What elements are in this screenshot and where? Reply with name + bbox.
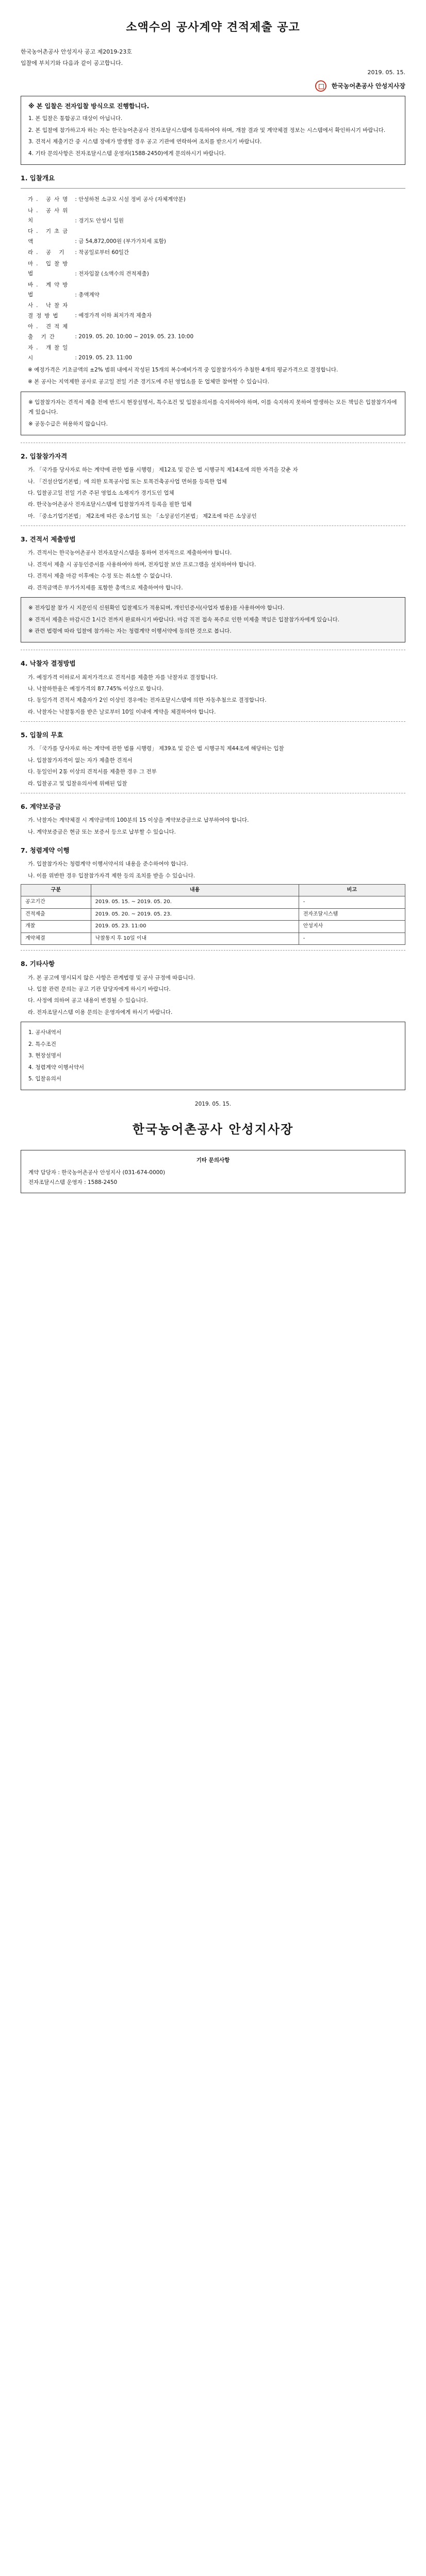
- intro-line: 입찰에 부치기와 다음과 같이 공고합니다.: [21, 60, 123, 67]
- caution-line: ※ 입찰참가자는 견적서 제출 전에 반드시 현장설명서, 특수조건 및 입찰유의서를 숙지하여야 하며, 이를 숙지하지 못하여 발생하는 모든 책임은 입찰참가자에게 있습니다.: [28, 399, 397, 416]
- list-item: 다. 견적서 제출 마감 이후에는 수정 또는 취소할 수 없습니다.: [28, 573, 173, 580]
- table-cell: 개찰: [21, 921, 91, 933]
- list-item: 라. 전자조달시스템 이용 문의는 운영자에게 하시기 바랍니다.: [28, 1009, 173, 1015]
- notice-box-line: 3. 견적서 제출기간 중 시스템 장애가 발생할 경우 공고 기관에 연락하여 조치를 받으시기 바랍니다.: [28, 139, 262, 145]
- list-item: 나. 이를 위반한 경우 입찰참가자격 제한 등의 조치를 받을 수 있습니다.: [28, 872, 195, 879]
- list-item: 다. 입찰공고일 전일 기준 주된 영업소 소재지가 경기도인 업체: [28, 490, 174, 497]
- list-item: 나. 계약보증금은 현금 또는 보증서 등으로 납부할 수 있습니다.: [28, 828, 176, 835]
- table-row: [21, 921, 405, 933]
- list-item: 다. 동일인이 2통 이상의 견적서를 제출한 경우 그 전부: [28, 769, 157, 775]
- list-item: 가. 예정가격 이하로서 최저가격으로 견적서를 제출한 자를 낙찰자로 결정합니다.: [28, 674, 218, 681]
- contact-box: [21, 1150, 405, 1193]
- table-cell: 2019. 05. 23. 11:00: [91, 921, 299, 933]
- list-item: 가. 견적서는 한국농어촌공사 전자조달시스템을 통하여 전자적으로 제출하여야 합니다.: [28, 550, 232, 556]
- table-cell: 계약체결: [21, 933, 91, 945]
- list-item: 나. 입찰참가자격이 없는 자가 제출한 견적서: [28, 757, 133, 764]
- list-item: 가. 본 공고에 명시되지 않은 사항은 관계법령 및 공사 규정에 따릅니다.: [28, 974, 195, 981]
- section-heading: 3. 견적서 제출방법: [21, 535, 76, 544]
- notice-date: 2019. 05. 15.: [367, 69, 405, 76]
- section-heading: 8. 기타사항: [21, 960, 55, 968]
- warning-line: ※ 전자입찰 참가 시 지문인식 신원확인 입찰제도가 적용되며, 개인인증서(사업자 범용)를 사용하여야 합니다.: [28, 605, 285, 612]
- overview-row: 다. 기초금액 : 금 54,872,000원 (부가가치세 포함): [28, 228, 166, 245]
- section-heading: 4. 낙찰자 결정방법: [21, 659, 76, 668]
- table-cell: -: [299, 933, 405, 945]
- warning-box: [21, 597, 405, 642]
- list-item: 가. 입찰참가자는 청렴계약 이행서약서의 내용을 준수하여야 합니다.: [28, 861, 188, 868]
- attachment-item: 4. 청렴계약 이행서약서: [28, 1064, 84, 1071]
- section-heading: 1. 입찰개요: [21, 174, 55, 182]
- table-cell: 견적제출: [21, 908, 91, 921]
- divider: [21, 950, 405, 951]
- award-list: [21, 673, 405, 718]
- overview-note: ※ 예정가격은 기초금액의 ±2% 범위 내에서 작성된 15개의 복수예비가격 중 입찰참가자가 추첨한 4개의 평균가격으로 결정합니다.: [28, 366, 338, 373]
- overview-row: 라. 공 기 : 착공일로부터 60일간: [28, 249, 129, 256]
- section-heading: 7. 청렴계약 이행: [21, 846, 70, 854]
- page-title: 소액수의 공사계약 견적제출 공고: [126, 21, 300, 34]
- list-item: 라. 낙찰자는 낙찰통지를 받은 날로부터 10일 이내에 계약을 체결하여야 합니다.: [28, 708, 216, 715]
- list-item: 마. 「중소기업기본법」 제2조에 따른 중소기업 또는 「소상공인기본법」 제2조에 따른 소상공인: [28, 513, 257, 519]
- overview-row: 바. 계약방법 : 총액계약: [28, 281, 100, 298]
- list-item: 가. 낙찰자는 계약체결 시 계약금액의 100분의 15 이상을 계약보증금으로 납부하여야 합니다.: [28, 817, 249, 824]
- notice-box-line: 1. 본 입찰은 통합공고 대상이 아닙니다.: [28, 115, 123, 122]
- section-heading: 6. 계약보증금: [21, 803, 61, 811]
- overview-list: [21, 195, 405, 363]
- schedule-table: [21, 884, 405, 945]
- closing-block: [21, 1099, 405, 1141]
- warning-line: ※ 견적서 제출은 마감시간 1시간 전까지 완료하시기 바랍니다. 마감 직전 접속 폭주로 인한 미제출 책임은 입찰참가자에게 있습니다.: [28, 616, 339, 623]
- list-item: 가. 「국가를 당사자로 하는 계약에 관한 법률 시행령」 제12조 및 같은 법 시행규칙 제14조에 의한 자격을 갖춘 자: [28, 467, 298, 473]
- table-cell: 전자조달시스템: [299, 908, 405, 921]
- seal-icon: [315, 80, 326, 92]
- overview-row: 자. 개찰일시 : 2019. 05. 23. 11:00: [28, 345, 132, 361]
- table-header: 비고: [299, 884, 405, 896]
- contact-title: 기타 문의사항: [196, 1157, 230, 1164]
- notice-box-title: ※ 본 입찰은 전자입찰 방식으로 진행합니다.: [28, 103, 150, 110]
- contact-line: 계약 담당자 : 한국농어촌공사 안성지사 (031-674-0000): [28, 1169, 166, 1176]
- list-item: 라. 견적금액은 부가가치세를 포함한 총액으로 제출하여야 합니다.: [28, 584, 183, 591]
- list-item: 나. 낙찰하한율은 예정가격의 87.745% 이상으로 합니다.: [28, 685, 163, 692]
- schedule-table-wrap: [21, 884, 405, 945]
- table-header: 구분: [21, 884, 91, 896]
- attachment-item: 5. 입찰유의서: [28, 1075, 62, 1082]
- attachment-box: [21, 1022, 405, 1090]
- table-cell: 공고기간: [21, 896, 91, 909]
- table-header-row: [21, 884, 405, 896]
- issuer-row: [21, 80, 405, 92]
- overview-row: 사. 낙찰자 결정방법 : 예정가격 이하 최저가격 제출자: [28, 302, 152, 319]
- table-cell: -: [299, 896, 405, 909]
- overview-row: 가. 공사명 : 안성하천 소규모 시설 정비 공사 (자체계약분): [28, 196, 186, 203]
- attachment-item: 1. 공사내역서: [28, 1029, 62, 1036]
- list-item: 가. 「국가를 당사자로 하는 계약에 관한 법률 시행령」 제39조 및 같은 법 시행규칙 제44조에 해당하는 입찰: [28, 745, 284, 752]
- overview-row: 아. 견적제출 기간 : 2019. 05. 20. 10:00 ~ 2019. 05. 23. 10:00: [28, 324, 194, 340]
- list-item: 라. 한국농어촌공사 전자조달시스템에 입찰참가자격 등록을 필한 업체: [28, 501, 192, 508]
- table-header: 내용: [91, 884, 299, 896]
- table-cell: 2019. 05. 15. ~ 2019. 05. 20.: [91, 896, 299, 909]
- notice-box: [21, 96, 405, 165]
- section-heading: 2. 입찰참가자격: [21, 452, 68, 461]
- closing-date: 2019. 05. 15.: [194, 1101, 232, 1108]
- table-row: [21, 908, 405, 921]
- deposit-list: [21, 816, 405, 837]
- notice-page: [0, 0, 426, 1209]
- contact-line: 전자조달시스템 운영자 : 1588-2450: [28, 1179, 118, 1186]
- divider: [21, 188, 405, 189]
- issuer-name: 한국농어촌공사 안성지사장: [331, 82, 405, 90]
- caution-box: [21, 392, 405, 435]
- overview-note: ※ 본 공사는 지역제한 공사로 공고일 전일 기준 경기도에 주된 영업소를 둔 업체만 참여할 수 있습니다.: [28, 379, 269, 385]
- list-item: 나. 견적서 제출 시 공동인증서를 사용하여야 하며, 전자입찰 보안 프로그램을 설치하여야 합니다.: [28, 561, 256, 568]
- list-item: 나. 「건설산업기본법」에 의한 토목공사업 또는 토목건축공사업 면허를 등록한 업체: [28, 478, 227, 485]
- qualification-list: [21, 465, 405, 521]
- warning-line: ※ 관련 법령에 따라 입찰에 참가하는 자는 청렴계약 이행서약에 동의한 것으로 봅니다.: [28, 628, 232, 634]
- notice-box-line: 4. 기타 문의사항은 전자조달시스템 운영자(1588-2450)에게 문의하시기 바랍니다.: [28, 150, 226, 157]
- table-cell: 낙찰통지 후 10일 이내: [91, 933, 299, 945]
- closing-name: 한국농어촌공사 안성지사장: [132, 1122, 294, 1137]
- submission-list: [21, 548, 405, 593]
- attachment-item: 2. 특수조건: [28, 1041, 56, 1047]
- list-item: 다. 사정에 의하여 공고 내용이 변경될 수 있습니다.: [28, 997, 148, 1004]
- list-item: 나. 입찰 관련 문의는 공고 기관 담당자에게 하시기 바랍니다.: [28, 986, 171, 992]
- table-row: [21, 933, 405, 945]
- table-cell: 2019. 05. 20. ~ 2019. 05. 23.: [91, 908, 299, 921]
- notice-box-line: 2. 본 입찰에 참가하고자 하는 자는 한국농어촌공사 전자조달시스템에 등록하여야 하며, 개찰 결과 및 계약체결 정보는 시스템에서 확인하시기 바랍니다.: [28, 127, 386, 133]
- attachment-item: 3. 현장설명서: [28, 1053, 62, 1059]
- list-item: 라. 입찰공고 및 입찰유의서에 위배된 입찰: [28, 780, 127, 787]
- integrity-list: [21, 859, 405, 881]
- intro-line: 한국농어촌공사 안성지사 공고 제2019-23호: [21, 48, 132, 55]
- list-item: 다. 동일가격 견적서 제출자가 2인 이상인 경우에는 전자조달시스템에 의한 자동추첨으로 결정합니다.: [28, 697, 267, 704]
- invalid-list: [21, 744, 405, 789]
- table-row: [21, 896, 405, 909]
- overview-row: 마. 입찰방법 : 전자입찰 (소액수의 견적제출): [28, 260, 149, 277]
- divider: [21, 721, 405, 722]
- intro-block: [21, 47, 405, 69]
- section-heading: 5. 입찰의 무효: [21, 731, 63, 739]
- caution-line: ※ 공동수급은 허용하지 않습니다.: [28, 420, 108, 427]
- overview-row: 나. 공사위치 : 경기도 안성시 일원: [28, 207, 124, 224]
- table-cell: 안성지사: [299, 921, 405, 933]
- misc-list: [21, 973, 405, 1018]
